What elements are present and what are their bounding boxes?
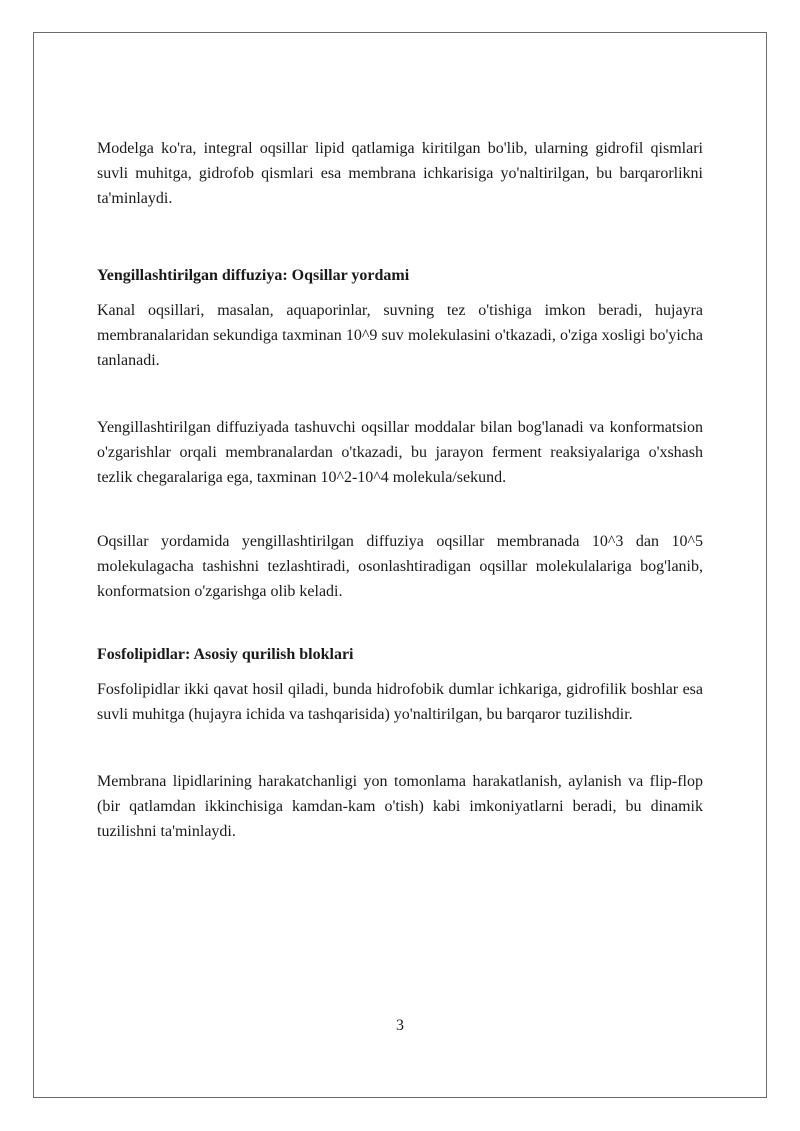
paragraph-channel-proteins: Kanal oqsillari, masalan, aquaporinlar, suvning tez o'tishiga imkon beradi, hujayra membranalaridan sekundiga taxminan 10^9 suv molekulasini o'tkazadi, o'ziga xosligi bo'yicha tanlanadi. — [97, 302, 703, 369]
heading-phospholipids: Fosfolipidlar: Asosiy qurilish bloklari — [97, 646, 354, 663]
paragraph-protein-assisted-diffusion: Oqsillar yordamida yengillashtirilgan diffuziya oqsillar membranada 10^3 dan 10^5 molekulagacha tashishni tezlashtiradi, osonlashtiradigan oqsillar molekulalariga bog'lanib, konformatsion o'zgarishga olib keladi. — [97, 533, 703, 600]
paragraph-integral-proteins: Modelga ko'ra, integral oqsillar lipid qatlamiga kiritilgan bo'lib, ularning gidrofil qismlari suvli muhitga, gidrofob qismlari esa membrana ichkarisiga yo'naltirilgan, bu barqarorlikni ta'minlaydi. — [97, 140, 703, 207]
page-number: 3 — [396, 1017, 404, 1034]
paragraph-membrane-fluidity: Membrana lipidlarining harakatchanligi yon tomonlama harakatlanish, aylanish va flip-flop (bir qatlamdan ikkinchisiga kamdan-kam o'tish) kabi imkoniyatlarni beradi, bu dinamik tuzilishni ta'minlaydi. — [97, 773, 703, 840]
paragraph-phospholipid-bilayer: Fosfolipidlar ikki qavat hosil qiladi, bunda hidrofobik dumlar ichkariga, gidrofilik boshlar esa suvli muhitga (hujayra ichida va tashqarisida) yo'naltirilgan, bu barqaror tuzilishdir. — [97, 681, 703, 723]
paragraph-carrier-proteins: Yengillashtirilgan diffuziyada tashuvchi oqsillar moddalar bilan bog'lanadi va konformatsion o'zgarishlar orqali membranalardan o'tkazadi, bu jarayon ferment reaksiyalariga o'xshash tezlik chegaralariga ega, taxminan 10^2-10^4 molekula/sekund. — [97, 419, 703, 486]
heading-facilitated-diffusion: Yengillashtirilgan diffuziya: Oqsillar yordami — [97, 267, 410, 284]
page-content — [97, 136, 703, 844]
